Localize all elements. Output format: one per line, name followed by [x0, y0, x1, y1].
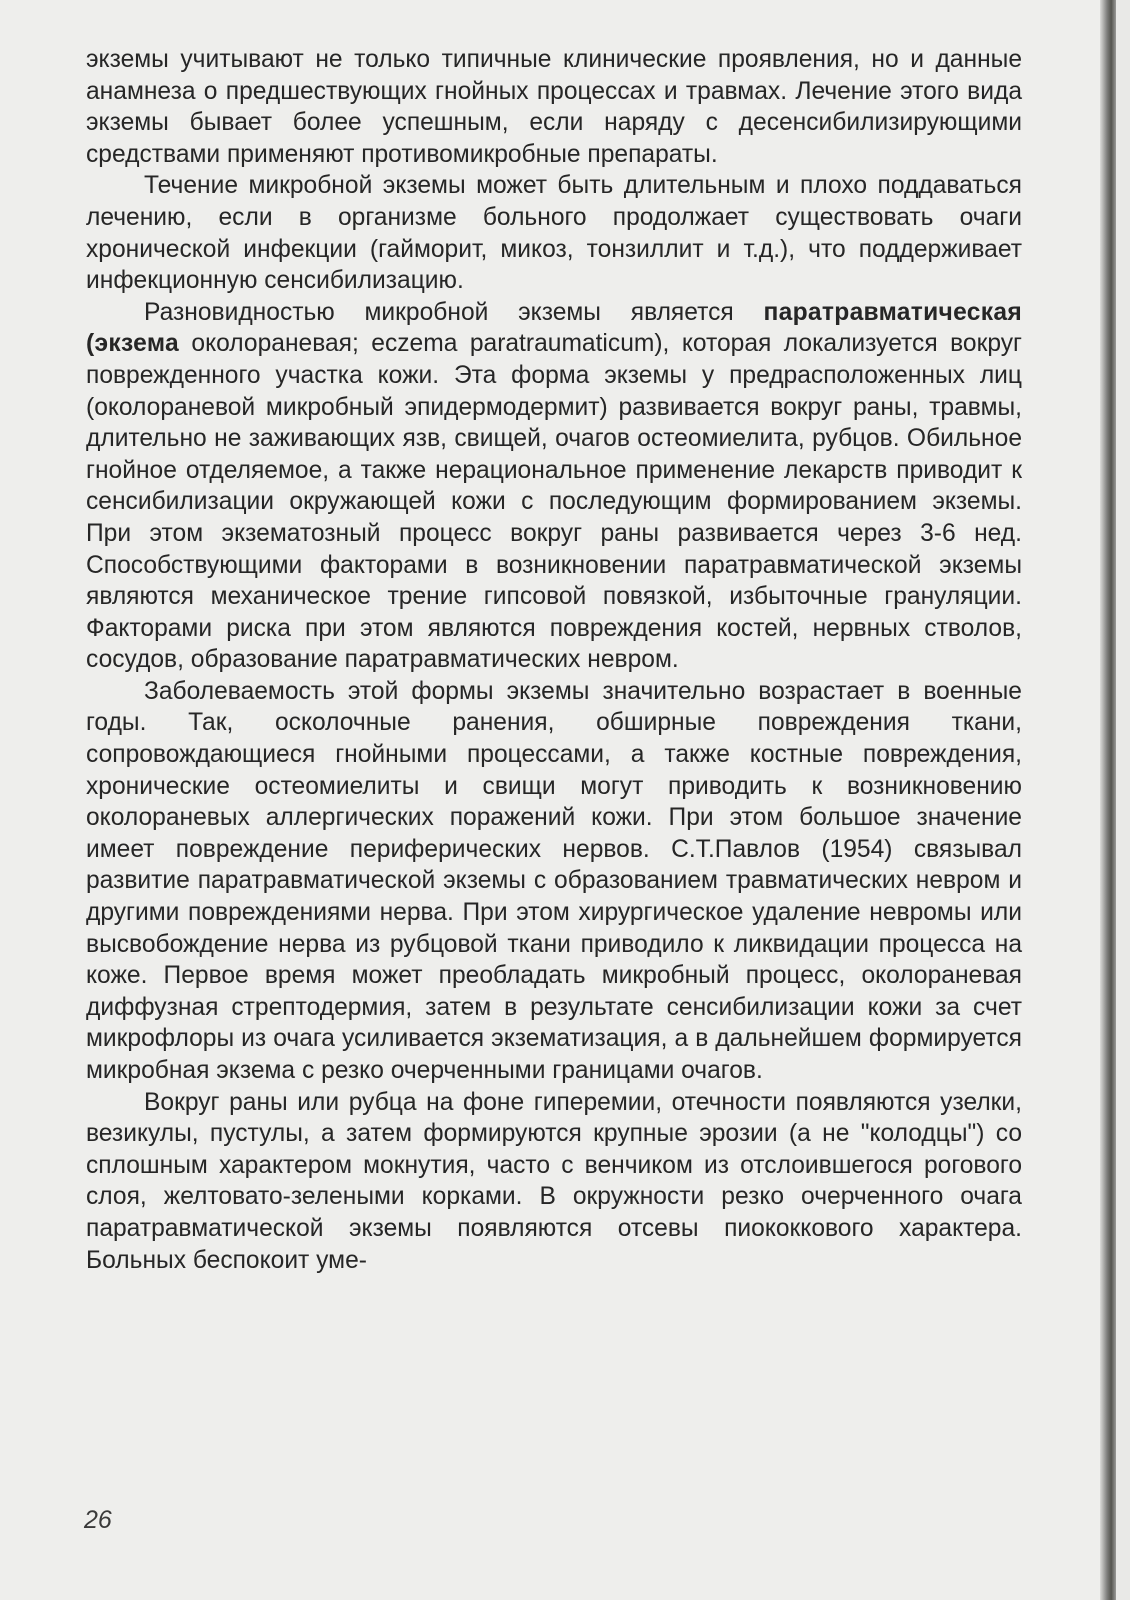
paragraph-4: Заболеваемость этой формы экземы значительно возрастает в военные годы. Так, осколочные ранения, обширные повреждения ткани, сопровождающиеся гнойными процессами, а также костные повреждения, хронические остеомиелиты и свищи могут приводить к возникновению околораневых аллергических поражений кожи. При этом большое значение имеет повреждение периферических нервов. С.Т.Павлов (1954) связывал развитие паратравматической экземы с образованием травматических невром и другими повреждениями нерва. При этом хирургическое удаление невромы или высвобождение нерва из рубцовой ткани приводило к ликвидации процесса на коже. Первое время может преобладать микробный процесс, околораневая диффузная стрептодермия, затем в результате сенсибилизации кожи за счет микрофлоры из очага усиливается экзематизация, а в дальнейшем формируется микробная экзема с резко очерченными границами очагов.: [86, 677, 1022, 1084]
page-edge: [1116, 0, 1130, 1600]
paragraph-3-lead: Разновидностью микробной экземы является: [144, 298, 764, 326]
paragraph-5: Вокруг раны или рубца на фоне гиперемии, отечности появляются узелки, везикулы, пустулы, а затем формируются крупные эрозии (а не "колодцы") со сплошным характером мокнутия, часто с венчиком из отслоившегося рогового слоя, желтовато-зелеными корками. В окружности резко очерченного очага паратравматической экземы появляются отсевы пиококкового характера. Больных беспокоит уме-: [86, 1088, 1022, 1274]
paragraph-2: Течение микробной экземы может быть длительным и плохо поддаваться лечению, если в организме больного продолжает существовать очаги хронической инфекции (гайморит, микоз, тонзиллит и т.д.), что поддерживает инфекционную сенсибилизацию.: [86, 172, 1022, 295]
term-paratraumatic-eczema: паратравматическая (экзема: [86, 298, 1022, 358]
paragraph-3: [86, 297, 1022, 676]
book-spine-shadow: [1100, 0, 1116, 1600]
paragraph-1: экземы учитывают не только типичные клинические проявления, но и данные анамнеза о предшествующих гнойных процессах и травмах. Лечение этого вида экземы бывает более успешным, если наряду с десенсибилизирующими средствами применяют противомикробные препараты.: [86, 46, 1022, 168]
paragraph-3-rest: околораневая; eczema paratraumaticum), которая локализуется вокруг поврежденного участка кожи. Эта форма экземы у предрасположенных лиц (околораневой микробный эпидермодермит) развивается вокруг раны, травмы, длительно не заживающих язв, свищей, очагов остеомиелита, рубцов. Обильное гнойное отделяемое, а также нерациональное применение лекарств приводит к сенсибилизации окружающей кожи с последующим формированием экземы. При этом экзематозный процесс вокруг раны развивается через 3-6 нед. Способствующими факторами в возникновении паратравматической экземы являются механическое трение гипсовой повязкой, избыточные грануляции. Факторами риска при этом являются повреждения костей, нервных стволов, сосудов, образование паратравматических невром.: [86, 330, 1022, 674]
body-text: [86, 44, 1022, 1276]
page-number: 26: [84, 1506, 112, 1534]
